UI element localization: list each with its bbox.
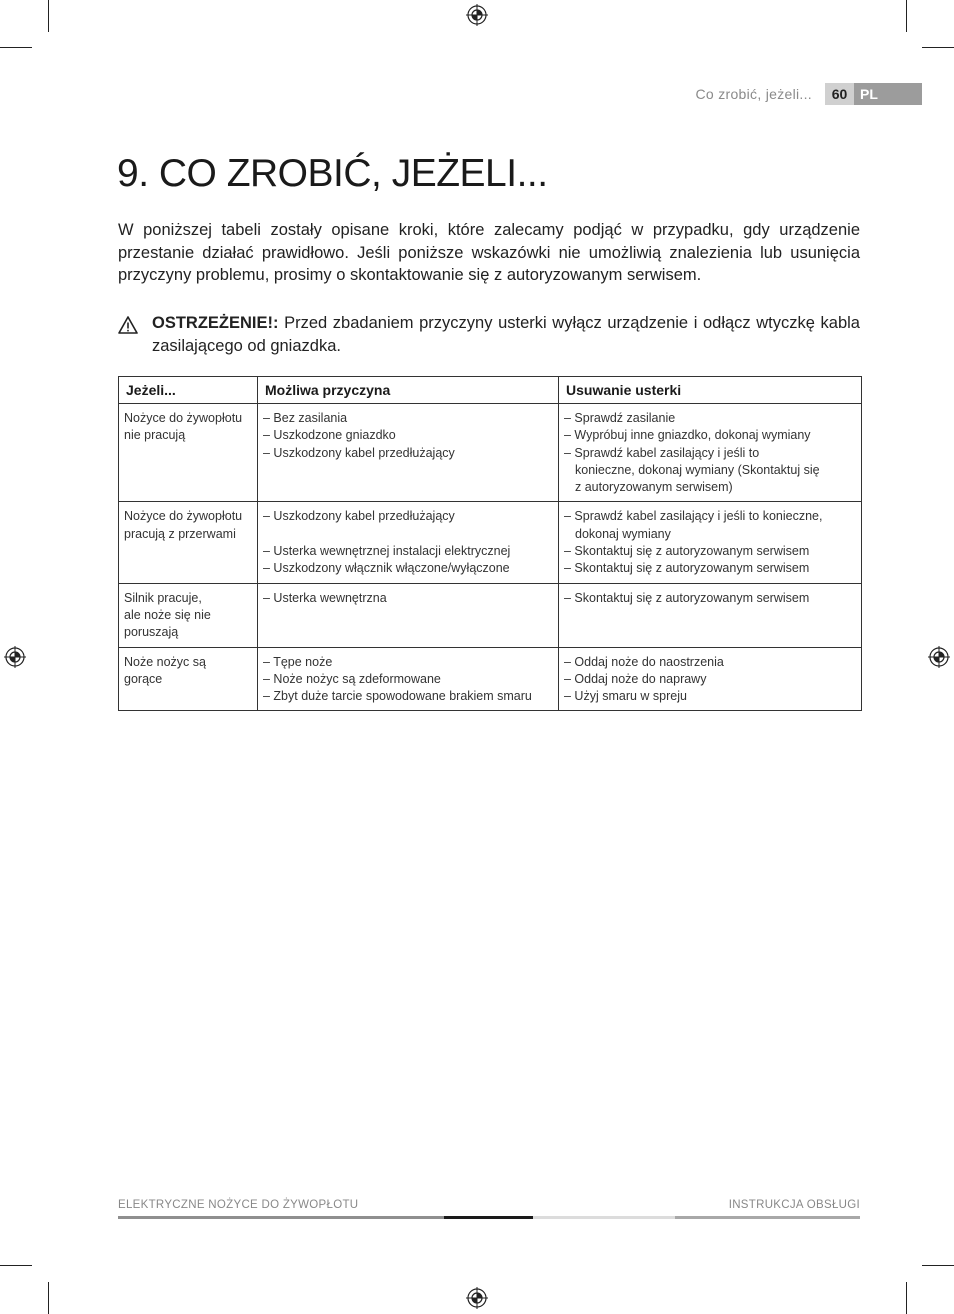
cause-line: – Uszkodzony kabel przedłużający [263,509,455,524]
column-header: Możliwa przyczyna [258,377,559,404]
fix-line: – Sprawdź kabel zasilający i jeśli to konieczne, [564,509,823,524]
troubleshooting-table [118,376,862,711]
problem-cell [119,502,258,583]
fix-cell [559,502,862,583]
crop-mark [906,1282,907,1314]
problem-line: Noże nożyc są [124,654,206,669]
fix-line: – Skontaktuj się z autoryzowanym serwisem [564,544,810,559]
page-title: 9. CO ZROBIĆ, JEŻELI... [117,152,548,195]
footer-product-name: ELEKTRYCZNE NOŻYCE DO ŻYWOPŁOTU [118,1199,359,1211]
page-tab [825,83,922,105]
footer-bar [675,1216,860,1219]
crop-mark [48,1282,49,1314]
problem-line: Nożyce do żywopłotu [124,509,243,524]
problem-cell [119,404,258,502]
cause-cell [258,647,559,711]
registration-mark-icon [928,646,950,668]
fix-line: – Sprawdź zasilanie [564,411,676,425]
cause-spacer [263,526,553,543]
table-row [119,502,862,583]
table-header-row [119,377,862,404]
fix-line: – Skontaktuj się z autoryzowanym serwisem [564,561,810,576]
cause-cell [258,404,559,502]
cause-line: – Noże nożyc są zdeformowane [263,671,441,686]
warning-triangle-icon [118,316,138,334]
footer-bar [533,1216,675,1219]
problem-cell [119,583,258,647]
problem-line: nie pracują [124,428,186,443]
footer-bar [118,1216,444,1219]
warning-body: Przed zbadaniem przyczyny usterki wyłącz urządzenie i odłącz wtyczkę kabla zasilającego od gniazdka. [152,314,860,355]
warning-note [118,312,860,358]
fix-line: konieczne, dokonaj wymiany (Skontaktuj się [575,462,820,477]
problem-cell [119,647,258,711]
running-header-title: Co zrobić, jeżeli... [695,86,812,102]
cause-cell [258,583,559,647]
fix-line: – Sprawdź kabel zasilający i jeśli to [564,445,760,460]
cause-line: – Uszkodzone gniazdko [263,428,396,443]
fix-line: z autoryzowanym serwisem) [575,480,733,495]
cause-line: – Usterka wewnętrzna [263,590,387,605]
table-row [119,404,862,502]
fix-line: – Oddaj noże do naprawy [564,671,707,686]
fix-line: – Oddaj noże do naostrzenia [564,654,724,669]
problem-line: Nożyce do żywopłotu [124,411,243,425]
fix-cell [559,404,862,502]
cause-line: – Bez zasilania [263,411,348,425]
fix-cell [559,647,862,711]
crop-mark [48,0,49,32]
problem-line: pracują z przerwami [124,526,236,541]
fix-line: dokonaj wymiany [575,526,671,541]
problem-line: ale noże się nie [124,607,211,622]
table-row [119,583,862,647]
table-row [119,647,862,711]
registration-mark-icon [466,1287,488,1309]
problem-line: Silnik pracuje, [124,590,202,605]
fix-line: – Użyj smaru w spreju [564,689,687,704]
crop-mark [0,1265,32,1266]
cause-cell [258,502,559,583]
column-header: Jeżeli... [119,377,258,404]
fix-cell [559,583,862,647]
crop-mark [922,1265,954,1266]
page-number: 60 [825,83,854,105]
crop-mark [0,47,32,48]
footer-document-type: INSTRUKCJA OBSŁUGI [728,1199,860,1211]
registration-mark-icon [4,646,26,668]
column-header: Usuwanie usterki [559,377,862,404]
cause-line: – Usterka wewnętrznej instalacji elektrycznej [263,544,511,559]
problem-line: gorące [124,671,163,686]
cause-line: – Zbyt duże tarcie spowodowane brakiem smaru [263,689,532,704]
footer-bar [444,1216,533,1219]
language-code: PL [860,86,878,102]
problem-line: poruszają [124,625,179,640]
crop-mark [906,0,907,32]
warning-label: OSTRZEŻENIE!: [152,314,279,332]
cause-line: – Uszkodzony włącznik włączone/wyłączone [263,561,510,576]
crop-mark [922,47,954,48]
cause-line: – Uszkodzony kabel przedłużający [263,445,455,460]
registration-mark-icon [466,4,488,26]
cause-line: – Tępe noże [263,654,333,669]
fix-line: – Skontaktuj się z autoryzowanym serwisem [564,590,810,605]
intro-paragraph: W poniższej tabeli zostały opisane kroki, które zalecamy podjąć w przypadku, gdy urządzenie przestanie działać prawidłowo. Jeśli poniższe wskazówki nie umożliwią znalezienia lub usunięcia przyczyny problemu, prosimy o skontaktowanie się z autoryzowanym serwisem. [118,221,860,284]
fix-line: – Wypróbuj inne gniazdko, dokonaj wymiany [564,428,811,443]
warning-text [152,312,860,358]
